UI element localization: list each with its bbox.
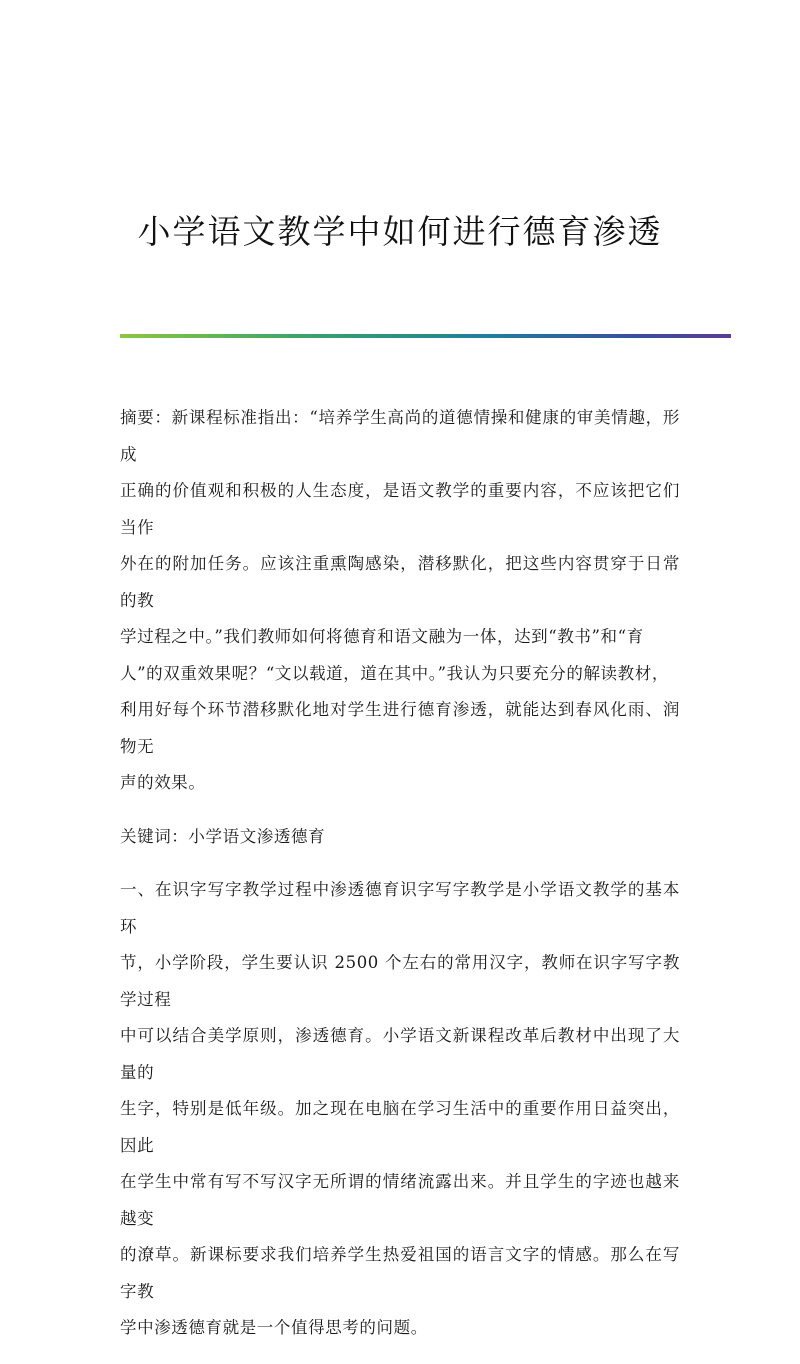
abstract-line: 利用好每个环节潜移默化地对学生进行德育渗透，就能达到春风化雨、润物无 <box>120 700 680 756</box>
abstract-line: 外在的附加任务。应该注重熏陶感染，潜移默化，把这些内容贯穿于日常的教 <box>120 554 680 610</box>
keywords-line: 关键词：小学语文渗透德育 <box>120 826 326 846</box>
abstract-paragraph <box>120 400 680 802</box>
section-1-line: 的潦草。新课标要求我们培养学生热爱祖国的语言文字的情感。那么在写字教 <box>120 1245 680 1301</box>
section-1-line: 生字，特别是低年级。加之现在电脑在学习生活中的重要作用日益突出，因此 <box>120 1099 680 1155</box>
document-body <box>120 400 680 1364</box>
abstract-line: 摘要：新课程标准指出：“培养学生高尚的道德情操和健康的审美情趣，形成 <box>120 408 680 464</box>
abstract-line: 人”的双重效果呢？“文以载道，道在其中。”我认为只要充分的解读教材， <box>120 663 669 683</box>
abstract-line: 学过程之中。”我们教师如何将德育和语文融为一体，达到“教书”和“育 <box>120 627 644 646</box>
section-1-line: 在学生中常有写不写汉字无所谓的情绪流露出来。并且学生的字迹也越来越变 <box>120 1172 680 1228</box>
section-1-paragraph <box>120 872 680 1347</box>
document-title: 小学语文教学中如何进行德育渗透 <box>137 212 663 252</box>
abstract-line: 正确的价值观和积极的人生态度，是语文教学的重要内容，不应该把它们当作 <box>120 481 680 537</box>
abstract-line: 声的效果。 <box>120 773 206 792</box>
section-1-line: 中可以结合美学原则，渗透德育。小学语文新课程改革后教材中出现了大量的 <box>120 1026 680 1082</box>
section-1-line: 节，小学阶段，学生要认识 2500 个左右的常用汉字，教师在识字写字教学过程 <box>120 953 680 1009</box>
section-1-line: 一、在识字写字教学过程中渗透德育识字写字教学是小学语文教学的基本环 <box>120 880 680 936</box>
section-1-line: 学中渗透德育就是一个值得思考的问题。 <box>120 1318 428 1337</box>
title-divider <box>120 334 731 338</box>
keywords-paragraph <box>120 819 680 856</box>
